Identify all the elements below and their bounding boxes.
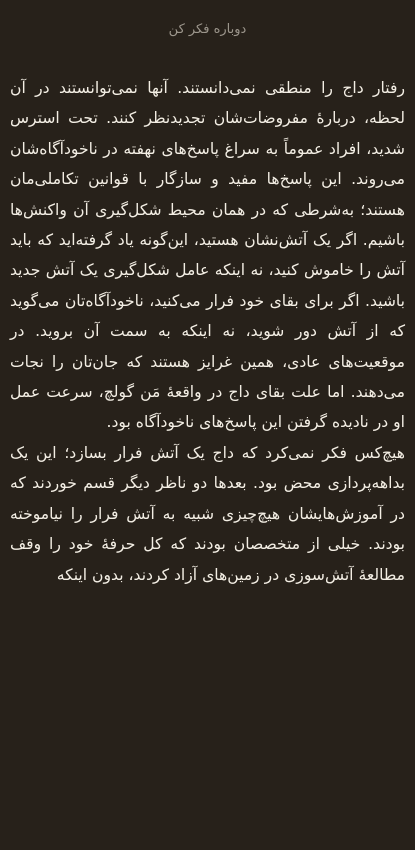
book-text [10, 73, 405, 590]
paragraph: رفتار داج را منطقی نمی‌دانستند. آنها نمی‌توانستند در آن لحظه، دربارهٔ مفروضات‌شان تجدیدنظر کنند. تحت استرس شدید، افراد عموماً به سراغ پاسخ‌های نهفته در ناخودآگاه‌شان می‌روند. این پاسخ‌ها مفید و سازگار با قوانین تکاملی‌مان هستند؛ به‌شرطی که در همان محیط شکل‌گیری آن واکنش‌ها باشیم. اگر یک آتش‌نشان هستید، این‌گونه یاد گرفته‌اید که باید آتش را خاموش کنید، نه اینکه عامل شکل‌گیری یک آتش جدید باشید. اگر برای بقای خود فرار می‌کنید، ناخودآگاه‌تان می‌گوید که از آتش دور شوید، نه اینکه به سمت آن بروید. در موقعیت‌های عادی، همین غرایز هستند که جان‌تان را نجات می‌دهند. اما علت بقای داج در واقعهٔ مَن گولچ، سرعت عمل او در نادیده گرفتن این پاسخ‌های ناخودآگاه بود. [10, 79, 405, 432]
page-title: دوباره فکر کن [168, 22, 247, 37]
paragraph: هیچ‌کس فکر نمی‌کرد که داج یک آتش فرار بسازد؛ این یک بداهه‌پردازی محض بود. بعدها دو ناظر دیگر قسم خوردند که در آموزش‌هایشان هیچ‌چیزی شبیه به آتش فرار را نیاموخته بودند. خیلی از متخصصان بودند که کل حرفهٔ خود را وقف مطالعهٔ آتش‌سوزی در زمین‌های آزاد کردند، بدون اینکه [10, 443, 405, 584]
